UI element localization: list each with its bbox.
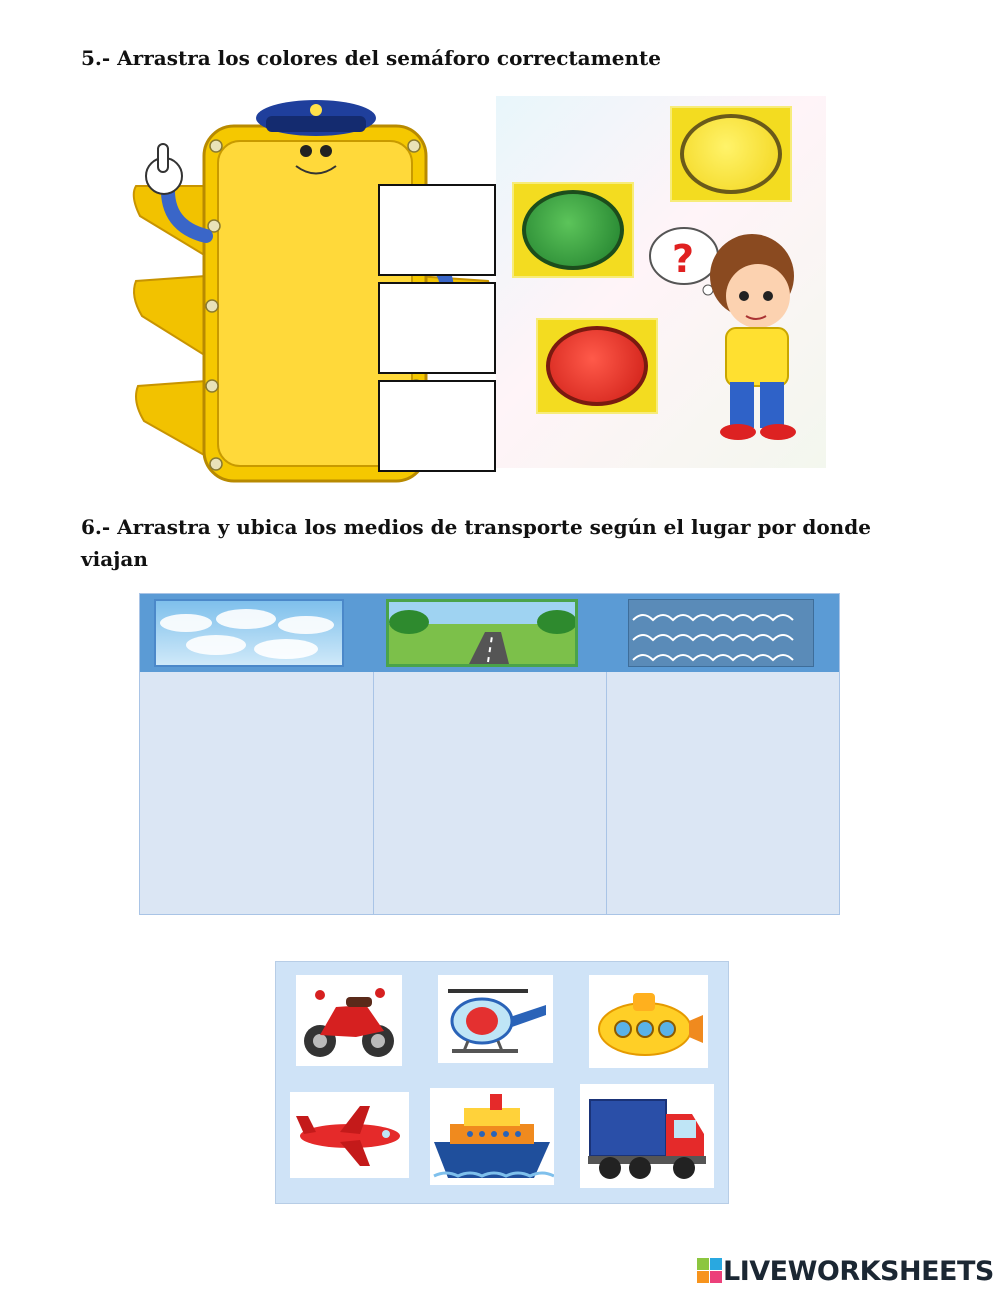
liveworksheets-logo	[697, 1253, 994, 1289]
red-circle-icon	[546, 326, 648, 406]
sky-clouds-image	[154, 599, 344, 667]
traffic-light-illustration	[126, 96, 496, 496]
motorcycle-icon	[296, 975, 402, 1066]
submarine-icon	[589, 975, 708, 1068]
helicopter-card[interactable]	[438, 975, 553, 1063]
ship-card[interactable]	[430, 1088, 554, 1185]
vehicle-bank	[275, 961, 729, 1204]
table-header-row	[140, 594, 839, 672]
yellow-circle-icon	[680, 114, 782, 194]
question-5-title: 5.- Arrastra los colores del semáforo correctamente	[81, 46, 661, 70]
airplane-card[interactable]	[290, 1092, 409, 1178]
svg-text:?: ?	[672, 237, 695, 281]
sea-waves-image	[628, 599, 814, 667]
sky-drop-zone[interactable]	[140, 672, 374, 914]
question-6-title: 6.- Arrastra y ubica los medios de transporte según el lugar por donde viajan	[81, 515, 871, 571]
red-light-tile[interactable]	[536, 318, 658, 414]
helicopter-icon	[438, 975, 553, 1063]
draggable-colors-area	[496, 96, 826, 468]
road-drop-zone[interactable]	[374, 672, 607, 914]
drop-slot-bottom[interactable]	[378, 380, 496, 472]
drop-slot-top[interactable]	[378, 184, 496, 276]
truck-icon	[580, 1084, 714, 1188]
motorcycle-card[interactable]	[296, 975, 402, 1066]
green-light-tile[interactable]	[512, 182, 634, 278]
sea-drop-zone[interactable]	[607, 672, 839, 914]
submarine-card[interactable]	[589, 975, 708, 1068]
transport-sorting-table	[139, 593, 840, 915]
truck-card[interactable]	[580, 1084, 714, 1188]
liveworksheets-badge-icon	[697, 1258, 723, 1284]
airplane-icon	[290, 1092, 409, 1178]
yellow-light-tile[interactable]	[670, 106, 792, 202]
road-landscape-image	[386, 599, 578, 667]
green-circle-icon	[522, 190, 624, 270]
logo-text: LIVEWORKSHEETS	[723, 1255, 994, 1287]
drop-slot-middle[interactable]	[378, 282, 496, 374]
thinking-boy-illustration	[646, 216, 826, 446]
ship-icon	[430, 1088, 554, 1185]
